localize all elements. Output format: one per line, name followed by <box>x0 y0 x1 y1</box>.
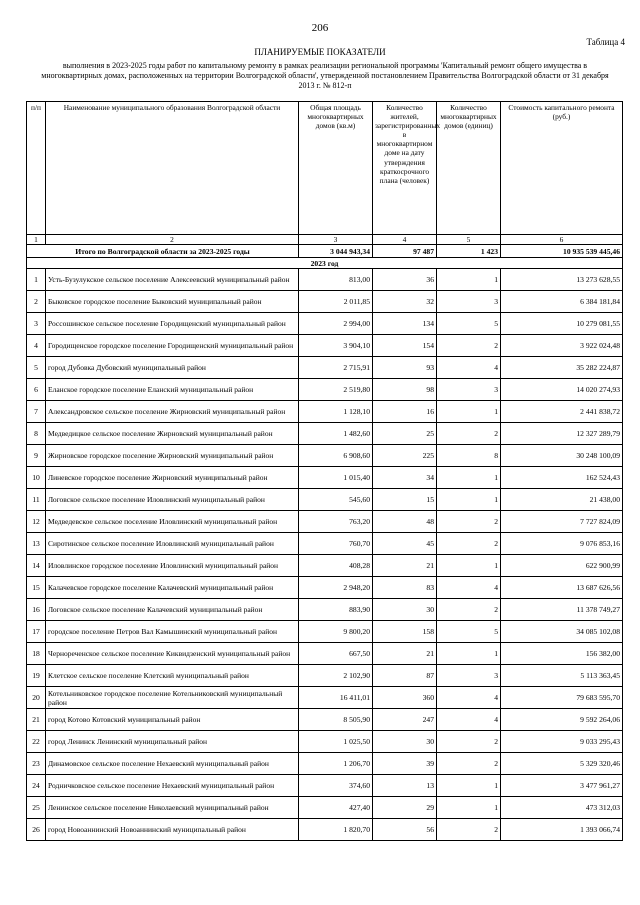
table-row <box>27 489 623 511</box>
row-houses: 2 <box>437 423 501 445</box>
row-index: 20 <box>27 687 46 709</box>
row-municipality: Усть-Бузулукское сельское поселение Алексеевский муниципальный район <box>46 269 299 291</box>
table-label: Таблица 4 <box>586 37 625 47</box>
year-label: 2023 год <box>27 258 623 269</box>
row-municipality: Динамовское сельское поселение Нехаевский муниципальный район <box>46 753 299 775</box>
table-row <box>27 423 623 445</box>
table-row <box>27 797 623 819</box>
row-municipality: Сиротинское сельское поселение Иловлинский муниципальный район <box>46 533 299 555</box>
row-cost: 35 282 224,87 <box>501 357 623 379</box>
row-houses: 5 <box>437 621 501 643</box>
row-residents: 30 <box>373 599 437 621</box>
row-houses: 8 <box>437 445 501 467</box>
row-area: 1 482,60 <box>299 423 373 445</box>
row-area: 813,00 <box>299 269 373 291</box>
row-residents: 21 <box>373 555 437 577</box>
row-residents: 13 <box>373 775 437 797</box>
row-cost: 6 384 181,84 <box>501 291 623 313</box>
table-row <box>27 291 623 313</box>
row-houses: 4 <box>437 357 501 379</box>
row-index: 1 <box>27 269 46 291</box>
table-row <box>27 357 623 379</box>
total-row <box>27 245 623 258</box>
table-row <box>27 621 623 643</box>
row-area: 763,20 <box>299 511 373 533</box>
row-cost: 162 524,43 <box>501 467 623 489</box>
year-row <box>27 258 623 269</box>
row-cost: 13 273 628,55 <box>501 269 623 291</box>
row-municipality: Логовское сельское поселение Иловлинский муниципальный район <box>46 489 299 511</box>
column-number-row <box>27 235 623 245</box>
table-row <box>27 599 623 621</box>
row-residents: 25 <box>373 423 437 445</box>
row-municipality: Городищенское городское поселение Городищенский муниципальный район <box>46 335 299 357</box>
table-row <box>27 511 623 533</box>
row-cost: 622 900,99 <box>501 555 623 577</box>
row-index: 8 <box>27 423 46 445</box>
header-cell-area: Общая площадь многоквартирных домов (кв.м) <box>299 102 373 235</box>
row-municipality: городское поселение Петров Вал Камышинский муниципальный район <box>46 621 299 643</box>
table-row <box>27 379 623 401</box>
table-row <box>27 467 623 489</box>
row-cost: 3 922 024,48 <box>501 335 623 357</box>
table-row <box>27 577 623 599</box>
row-houses: 1 <box>437 489 501 511</box>
row-residents: 39 <box>373 753 437 775</box>
document-title: ПЛАНИРУЕМЫЕ ПОКАЗАТЕЛИ <box>254 47 386 57</box>
row-cost: 14 020 274,93 <box>501 379 623 401</box>
row-area: 2 519,80 <box>299 379 373 401</box>
row-municipality: город Новоаннинский Новоаннинский муниципальный район <box>46 819 299 841</box>
row-houses: 4 <box>437 577 501 599</box>
table-row <box>27 819 623 841</box>
row-cost: 473 312,03 <box>501 797 623 819</box>
row-municipality: Еланское городское поселение Еланский муниципальный район <box>46 379 299 401</box>
row-houses: 2 <box>437 731 501 753</box>
row-index: 2 <box>27 291 46 313</box>
total-houses: 1 423 <box>437 245 501 258</box>
row-index: 10 <box>27 467 46 489</box>
row-municipality: Быковское городское поселение Быковский муниципальный район <box>46 291 299 313</box>
row-index: 26 <box>27 819 46 841</box>
row-cost: 5 329 320,46 <box>501 753 623 775</box>
row-index: 12 <box>27 511 46 533</box>
column-number: 4 <box>373 235 437 245</box>
indicators-table <box>26 101 623 841</box>
row-area: 1 015,40 <box>299 467 373 489</box>
row-houses: 2 <box>437 335 501 357</box>
row-cost: 11 378 749,27 <box>501 599 623 621</box>
table-row <box>27 313 623 335</box>
column-number: 5 <box>437 235 501 245</box>
row-cost: 9 592 264,06 <box>501 709 623 731</box>
row-area: 6 908,60 <box>299 445 373 467</box>
row-area: 3 904,10 <box>299 335 373 357</box>
row-cost: 156 382,00 <box>501 643 623 665</box>
row-area: 374,60 <box>299 775 373 797</box>
row-residents: 56 <box>373 819 437 841</box>
row-cost: 3 477 961,27 <box>501 775 623 797</box>
row-cost: 30 248 100,09 <box>501 445 623 467</box>
row-index: 11 <box>27 489 46 511</box>
row-area: 545,60 <box>299 489 373 511</box>
row-area: 883,90 <box>299 599 373 621</box>
row-cost: 9 033 295,43 <box>501 731 623 753</box>
row-residents: 34 <box>373 467 437 489</box>
column-number: 1 <box>27 235 46 245</box>
row-houses: 3 <box>437 379 501 401</box>
row-area: 2 102,90 <box>299 665 373 687</box>
row-houses: 1 <box>437 269 501 291</box>
row-houses: 1 <box>437 797 501 819</box>
row-cost: 13 687 626,56 <box>501 577 623 599</box>
row-municipality: Логовское сельское поселение Калачевский муниципальный район <box>46 599 299 621</box>
row-index: 21 <box>27 709 46 731</box>
row-residents: 87 <box>373 665 437 687</box>
row-cost: 12 327 289,79 <box>501 423 623 445</box>
row-municipality: город Котово Котовский муниципальный район <box>46 709 299 731</box>
row-municipality: Медведевское сельское поселение Иловлинский муниципальный район <box>46 511 299 533</box>
row-index: 7 <box>27 401 46 423</box>
row-area: 2 011,85 <box>299 291 373 313</box>
table-row <box>27 269 623 291</box>
document-subtitle: выполнения в 2023-2025 годы работ по капитальному ремонту в рамках реализации региональной программы 'Капитальный ремонт общего имущества в многоквартирных домах, расположенных на территории Волгоградской области', утвержденной постановлением Правительства Волгоградской области от 31 декабря 2013 г. № 812-п <box>41 61 609 90</box>
row-index: 13 <box>27 533 46 555</box>
row-municipality: Клетское сельское поселение Клетский муниципальный район <box>46 665 299 687</box>
row-houses: 2 <box>437 599 501 621</box>
row-residents: 30 <box>373 731 437 753</box>
row-cost: 21 438,00 <box>501 489 623 511</box>
column-number: 6 <box>501 235 623 245</box>
table-row <box>27 335 623 357</box>
row-area: 1 128,10 <box>299 401 373 423</box>
row-houses: 3 <box>437 291 501 313</box>
row-houses: 4 <box>437 687 501 709</box>
row-index: 3 <box>27 313 46 335</box>
row-municipality: Жирновское городское поселение Жирновский муниципальный район <box>46 445 299 467</box>
table-row <box>27 687 623 709</box>
row-municipality: Линевское городское поселение Жирновский муниципальный район <box>46 467 299 489</box>
table-row <box>27 555 623 577</box>
row-houses: 2 <box>437 753 501 775</box>
row-index: 18 <box>27 643 46 665</box>
row-cost: 10 279 081,55 <box>501 313 623 335</box>
row-area: 16 411,01 <box>299 687 373 709</box>
row-index: 23 <box>27 753 46 775</box>
row-residents: 247 <box>373 709 437 731</box>
row-municipality: Чернореченское сельское поселение Киквидзенский муниципальный район <box>46 643 299 665</box>
total-area: 3 044 943,34 <box>299 245 373 258</box>
table-row <box>27 643 623 665</box>
row-index: 15 <box>27 577 46 599</box>
row-cost: 34 085 102,08 <box>501 621 623 643</box>
row-index: 9 <box>27 445 46 467</box>
table-row <box>27 401 623 423</box>
row-index: 22 <box>27 731 46 753</box>
row-residents: 15 <box>373 489 437 511</box>
row-residents: 93 <box>373 357 437 379</box>
table-row <box>27 709 623 731</box>
header-row <box>27 102 623 235</box>
row-index: 24 <box>27 775 46 797</box>
row-index: 19 <box>27 665 46 687</box>
row-houses: 1 <box>437 401 501 423</box>
row-index: 5 <box>27 357 46 379</box>
row-residents: 48 <box>373 511 437 533</box>
row-residents: 83 <box>373 577 437 599</box>
row-houses: 1 <box>437 555 501 577</box>
row-houses: 4 <box>437 709 501 731</box>
row-cost: 1 393 066,74 <box>501 819 623 841</box>
table-row <box>27 753 623 775</box>
row-area: 1 206,70 <box>299 753 373 775</box>
header-cell-index: п/п <box>27 102 46 235</box>
header-cell-cost: Стоимость капитального ремонта (руб.) <box>501 102 623 235</box>
row-area: 8 505,90 <box>299 709 373 731</box>
row-index: 16 <box>27 599 46 621</box>
row-houses: 3 <box>437 665 501 687</box>
header-cell-name: Наименование муниципального образования Волгоградской области <box>46 102 299 235</box>
column-number: 2 <box>46 235 299 245</box>
row-index: 14 <box>27 555 46 577</box>
row-municipality: Ленинское сельское поселение Николаевский муниципальный район <box>46 797 299 819</box>
row-houses: 2 <box>437 511 501 533</box>
row-area: 760,70 <box>299 533 373 555</box>
column-number: 3 <box>299 235 373 245</box>
row-residents: 134 <box>373 313 437 335</box>
row-index: 6 <box>27 379 46 401</box>
row-area: 1 820,70 <box>299 819 373 841</box>
row-residents: 16 <box>373 401 437 423</box>
header-cell-residents: Количество жителей, зарегистрированных в многоквартирном доме на дату утверждения краткосрочного плана (человек) <box>373 102 437 235</box>
row-cost: 5 113 363,45 <box>501 665 623 687</box>
total-label: Итого по Волгоградской области за 2023-2025 годы <box>27 245 299 258</box>
row-cost: 9 076 853,16 <box>501 533 623 555</box>
row-cost: 2 441 838,72 <box>501 401 623 423</box>
row-houses: 5 <box>437 313 501 335</box>
table-row <box>27 445 623 467</box>
table-row <box>27 665 623 687</box>
row-index: 17 <box>27 621 46 643</box>
row-houses: 1 <box>437 467 501 489</box>
row-area: 1 025,50 <box>299 731 373 753</box>
total-residents: 97 487 <box>373 245 437 258</box>
row-residents: 154 <box>373 335 437 357</box>
row-municipality: Александровское сельское поселение Жирновский муниципальный район <box>46 401 299 423</box>
row-municipality: город Дубовка Дубовский муниципальный район <box>46 357 299 379</box>
total-cost: 10 935 539 445,46 <box>501 245 623 258</box>
row-houses: 1 <box>437 775 501 797</box>
row-cost: 79 683 595,70 <box>501 687 623 709</box>
row-houses: 2 <box>437 533 501 555</box>
table-row <box>27 775 623 797</box>
row-area: 427,40 <box>299 797 373 819</box>
row-residents: 158 <box>373 621 437 643</box>
row-residents: 360 <box>373 687 437 709</box>
row-area: 2 948,20 <box>299 577 373 599</box>
table-row <box>27 731 623 753</box>
row-houses: 1 <box>437 643 501 665</box>
row-residents: 21 <box>373 643 437 665</box>
row-area: 2 994,00 <box>299 313 373 335</box>
header-cell-houses: Количество многоквартирных домов (единиц) <box>437 102 501 235</box>
page-number: 206 <box>311 22 329 34</box>
row-municipality: город Ленинск Ленинский муниципальный район <box>46 731 299 753</box>
row-area: 9 800,20 <box>299 621 373 643</box>
row-index: 4 <box>27 335 46 357</box>
row-area: 408,28 <box>299 555 373 577</box>
row-houses: 2 <box>437 819 501 841</box>
row-residents: 45 <box>373 533 437 555</box>
row-municipality: Иловлинское городское поселение Иловлинский муниципальный район <box>46 555 299 577</box>
table-row <box>27 533 623 555</box>
row-municipality: Котельниковское городское поселение Котельниковский муниципальный район <box>46 687 299 709</box>
row-residents: 29 <box>373 797 437 819</box>
row-municipality: Россошинское сельское поселение Городищенский муниципальный район <box>46 313 299 335</box>
row-municipality: Калачевское городское поселение Калачевский муниципальный район <box>46 577 299 599</box>
row-area: 667,50 <box>299 643 373 665</box>
row-municipality: Родничковское сельское поселение Нехаевский муниципальный район <box>46 775 299 797</box>
row-index: 25 <box>27 797 46 819</box>
row-residents: 225 <box>373 445 437 467</box>
row-area: 2 715,91 <box>299 357 373 379</box>
row-cost: 7 727 824,09 <box>501 511 623 533</box>
row-residents: 36 <box>373 269 437 291</box>
row-residents: 98 <box>373 379 437 401</box>
row-municipality: Медведицкое сельское поселение Жирновский муниципальный район <box>46 423 299 445</box>
table-body <box>27 102 623 841</box>
row-residents: 32 <box>373 291 437 313</box>
